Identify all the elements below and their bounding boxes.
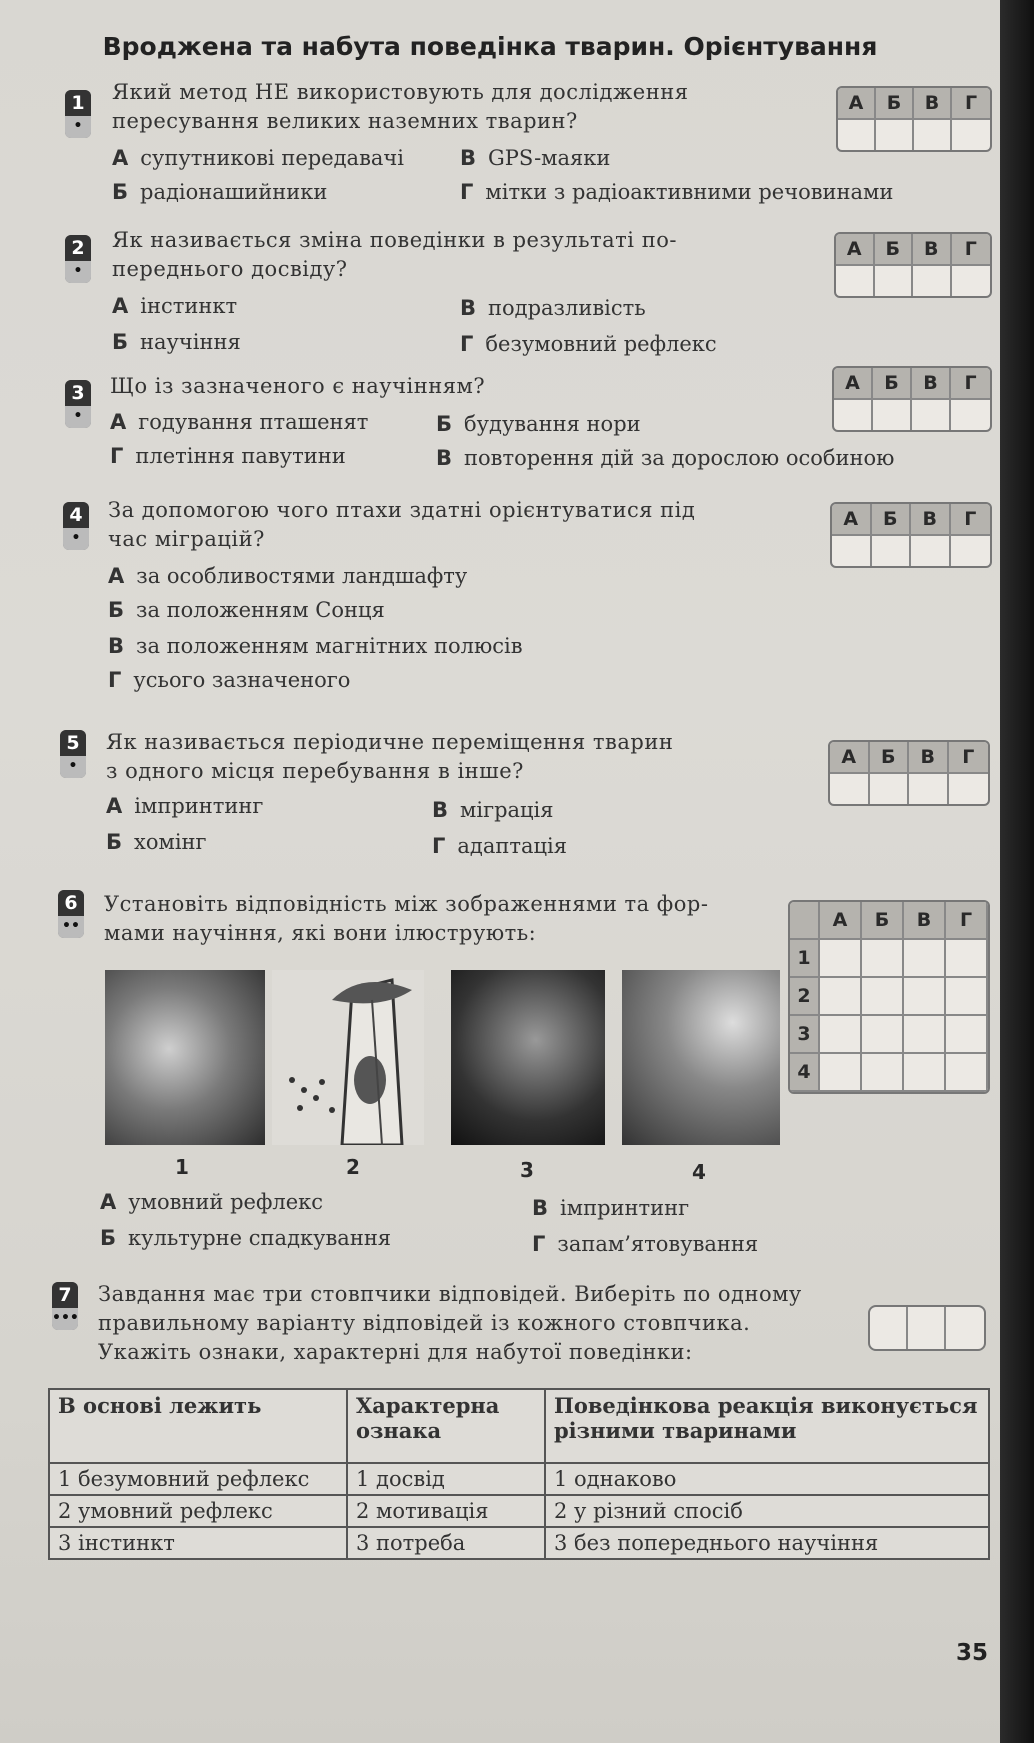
task-4-option-b: Б за положенням Сонця [108,598,385,622]
task-2-option-g: Г безумовний рефлекс [460,332,717,356]
task-6-option-a: А умовний рефлекс [100,1190,324,1214]
task-3-answer-grid[interactable]: А Б В Г [832,366,992,432]
task-2-option-b: Б научіння [112,330,241,354]
task-6-option-v: В імпринтинг [532,1196,690,1220]
task-7-number: 7 ••• [52,1282,78,1330]
dog-and-child-photo [622,970,780,1145]
page-number: 35 [956,1640,989,1666]
task-2-answer-grid[interactable]: А Б В Г [834,232,992,298]
task-6-number: 6 •• [58,890,84,938]
task-2-number: 2 • [65,235,91,283]
task-3-option-a: А годування пташенят [110,410,369,434]
task-4-option-a: А за особливостями ландшафту [108,564,468,588]
background-edge [1000,0,1034,1743]
task-4-answer-grid[interactable]: А Б В Г [830,502,992,568]
task-3-option-v: В повторення дій за дорослою особиною [436,446,895,470]
task-4-option-v: В за положенням магнітних полюсів [108,634,523,658]
task-5-answer-grid[interactable]: А Б В Г [828,740,990,806]
task-3-option-g: Г плетіння павутини [110,444,346,468]
task-4-question: За допомогою чого птахи здатні орієнтуватися під час міграцій? [108,498,696,551]
task-6-question: Установіть відповідність між зображеннями та фор- мами научіння, які вони ілюструють: [104,892,709,945]
image-caption-4: 4 [692,1160,706,1184]
tree-hive-icon [272,970,424,1145]
task-1-option-b: Б радіонашийники [112,180,328,204]
task-1-option-a: А супутникові передавачі [112,146,405,170]
task-5-option-b: Б хомінг [106,830,207,854]
task-1-number: 1 • [65,90,91,138]
image-caption-1: 1 [175,1155,189,1179]
task-1-option-g: Г мітки з радіоактивними речовинами [460,180,894,204]
table-row: 1 безумовний рефлекс 1 досвід 1 однаково [49,1463,989,1495]
task-7-question: Завдання має три стовпчики відповідей. Виберіть по одному правильному варіанту відповідей із кожного стовпчика. Укажіть ознаки, характерні для набутої поведінки: [98,1282,802,1364]
task-5-option-g: Г адаптація [432,834,567,858]
task-4-number: 4 • [63,502,89,550]
table-row: 2 умовний рефлекс 2 мотивація 2 у різний спосіб [49,1495,989,1527]
task-6-option-b: Б культурне спадкування [100,1226,392,1250]
task-5-number: 5 • [60,730,86,778]
task-1-question: Який метод НЕ використовують для дослідження пересування великих наземних тварин? [112,80,689,133]
task-5-option-a: А імпринтинг [106,794,264,818]
task-1-option-v: В GPS-маяки [460,146,611,170]
task-6-option-g: Г запам’ятовування [532,1232,759,1256]
task-7-table: В основі лежить Характерна ознака Поведінкова реакція виконується різними тваринами 1 безумовний рефлекс 1 досвід 1 однаково 2 умовний рефлекс 2 мотивація 2 у різний спосіб 3 інстинкт 3 потреба 3 без попереднього научіння [48,1388,990,1560]
task-3-option-b: Б будування нори [436,412,641,436]
bees-hive-tree-drawing [272,970,424,1145]
task-6-answer-grid[interactable]: А Б В Г 1 2 3 4 [788,900,990,1094]
task-1-answer-grid[interactable]: А Б В Г [836,86,992,152]
image-caption-2: 2 [346,1155,360,1179]
table-row: 3 інстинкт 3 потреба 3 без попереднього научіння [49,1527,989,1559]
hen-with-chicks-photo [105,970,265,1145]
page-title: Вроджена та набута поведінка тварин. Орієнтування [102,32,878,61]
task-5-question: Як називається періодичне переміщення тварин з одного місця перебування в інше? [106,730,674,783]
task-4-option-g: Г усього зазначеного [108,668,351,692]
bird-photo [451,970,605,1145]
task-7-answer-box[interactable] [868,1305,986,1351]
task-3-question: Що із зазначеного є научінням? [110,374,486,398]
image-caption-3: 3 [520,1158,534,1182]
task-2-option-v: В подразливість [460,296,646,320]
task-2-question: Як називається зміна поведінки в результаті по- переднього досвіду? [112,228,677,281]
task-5-option-v: В міграція [432,798,554,822]
task-3-number: 3 • [65,380,91,428]
task-2-option-a: А інстинкт [112,294,238,318]
